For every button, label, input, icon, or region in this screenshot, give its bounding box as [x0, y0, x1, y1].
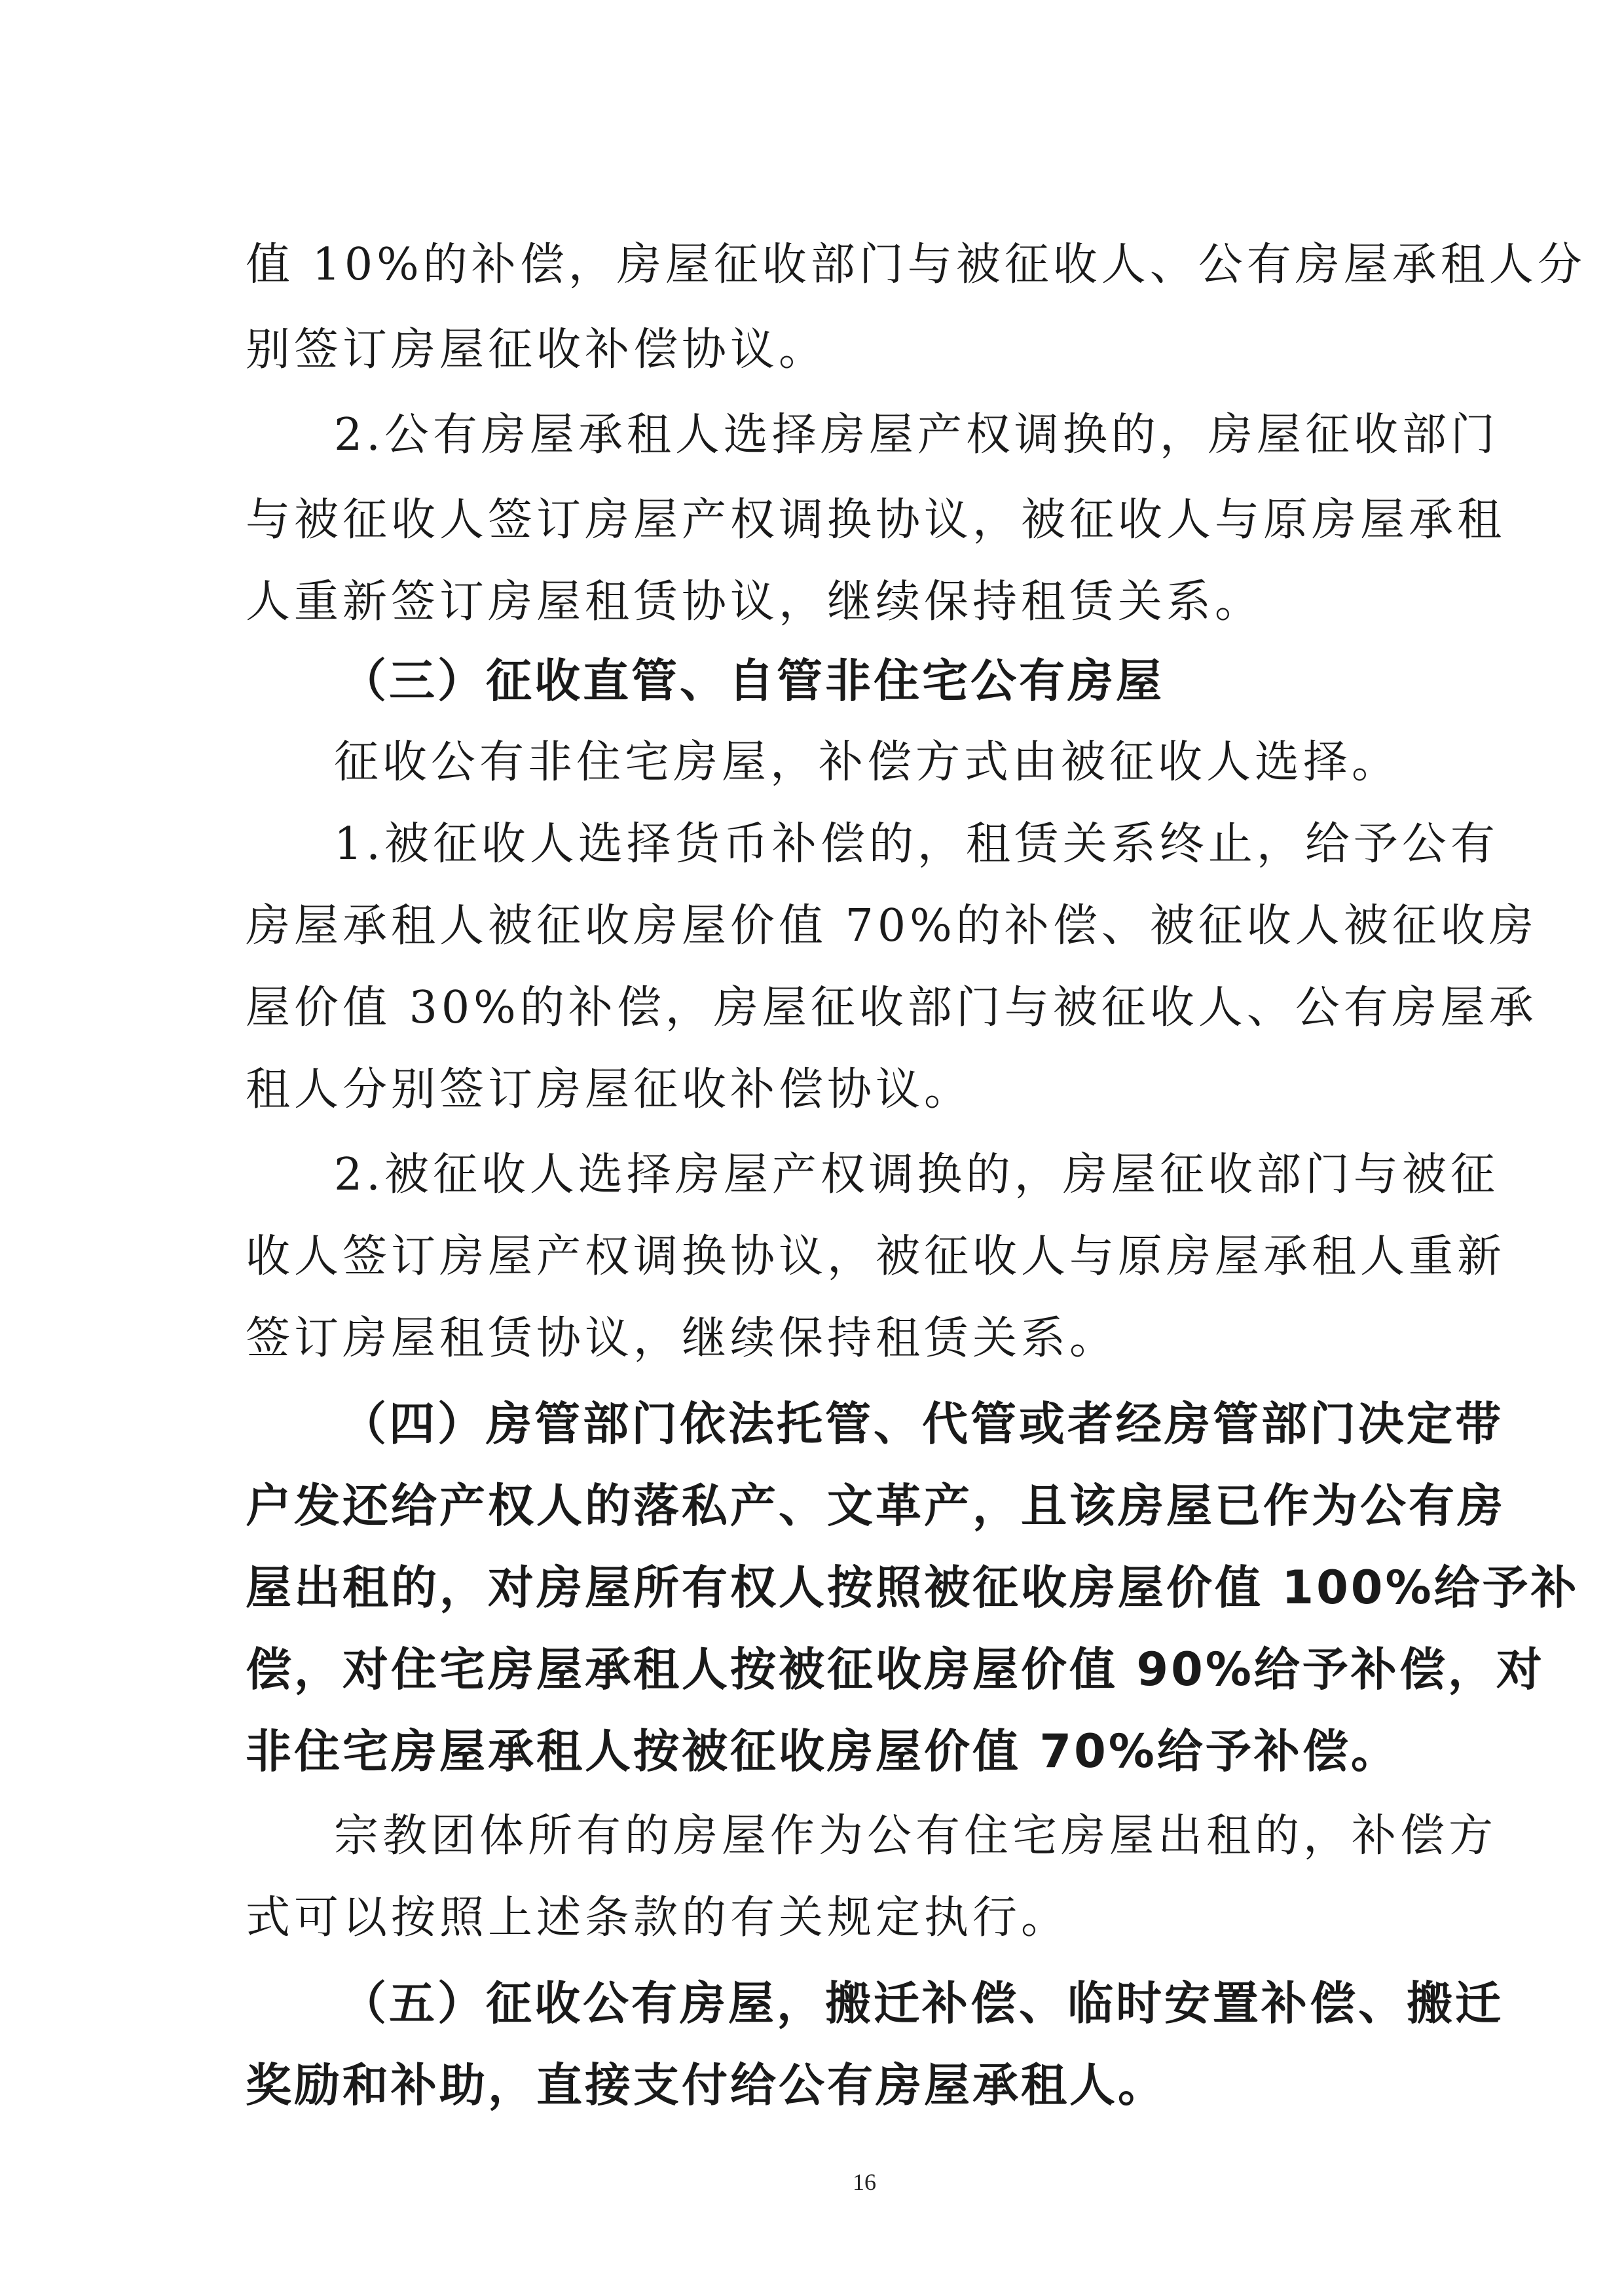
body-line-1: 值 10%的补偿，房屋征收部门与被征收人、公有房屋承租人分	[246, 239, 1586, 291]
body-line-3: 2.公有房屋承租人选择房屋产权调换的，房屋征收部门	[334, 409, 1499, 461]
body-line-21: 式可以按照上述条款的有关规定执行。	[246, 1892, 1070, 1944]
body-line-7: 征收公有非住宅房屋，补偿方式由被征收人选择。	[334, 737, 1401, 788]
body-line-10: 屋价值 30%的补偿，房屋征收部门与被征收人、公有房屋承	[246, 982, 1538, 1034]
body-line-5: 人重新签订房屋租赁协议，继续保持租赁关系。	[246, 576, 1264, 628]
section-heading-4-line-1: （四）房管部门依法托管、代管或者经房管部门决定带	[341, 1397, 1504, 1451]
body-line-8: 1.被征收人选择货币补偿的，租赁关系终止，给予公有	[334, 818, 1499, 870]
section-heading-3: （三）征收直管、自管非住宅公有房屋	[341, 654, 1164, 708]
section-heading-4-line-2: 户发还给产权人的落私产、文革产，且该房屋已作为公有房	[246, 1479, 1505, 1533]
page-number: 16	[853, 2169, 876, 2195]
section-heading-4-line-3: 屋出租的，对房屋所有权人按照被征收房屋价值 100%给予补	[246, 1561, 1579, 1614]
section-heading-5-line-2: 奖励和补助，直接支付给公有房屋承租人。	[246, 2058, 1166, 2112]
body-line-9: 房屋承租人被征收房屋价值 70%的补偿、被征收人被征收房	[246, 900, 1538, 952]
body-line-2: 别签订房屋征收补偿协议。	[246, 324, 828, 376]
body-line-14: 签订房屋租赁协议，继续保持租赁关系。	[246, 1313, 1118, 1364]
section-heading-4-line-4: 偿，对住宅房屋承租人按被征收房屋价值 90%给予补偿，对	[246, 1643, 1545, 1696]
section-heading-4-line-5: 非住宅房屋承租人按被征收房屋价值 70%给予补偿。	[246, 1724, 1399, 1778]
body-line-4: 与被征收人签订房屋产权调换协议，被征收人与原房屋承租	[246, 494, 1506, 546]
body-line-11: 租人分别签订房屋征收补偿协议。	[246, 1064, 973, 1116]
body-line-20: 宗教团体所有的房屋作为公有住宅房屋出租的，补偿方	[334, 1810, 1498, 1862]
body-line-13: 收人签订房屋产权调换协议，被征收人与原房屋承租人重新	[246, 1231, 1506, 1283]
section-heading-5-line-1: （五）征收公有房屋，搬迁补偿、临时安置补偿、搬迁	[341, 1977, 1504, 2030]
body-line-12: 2.被征收人选择房屋产权调换的，房屋征收部门与被征	[334, 1149, 1499, 1201]
